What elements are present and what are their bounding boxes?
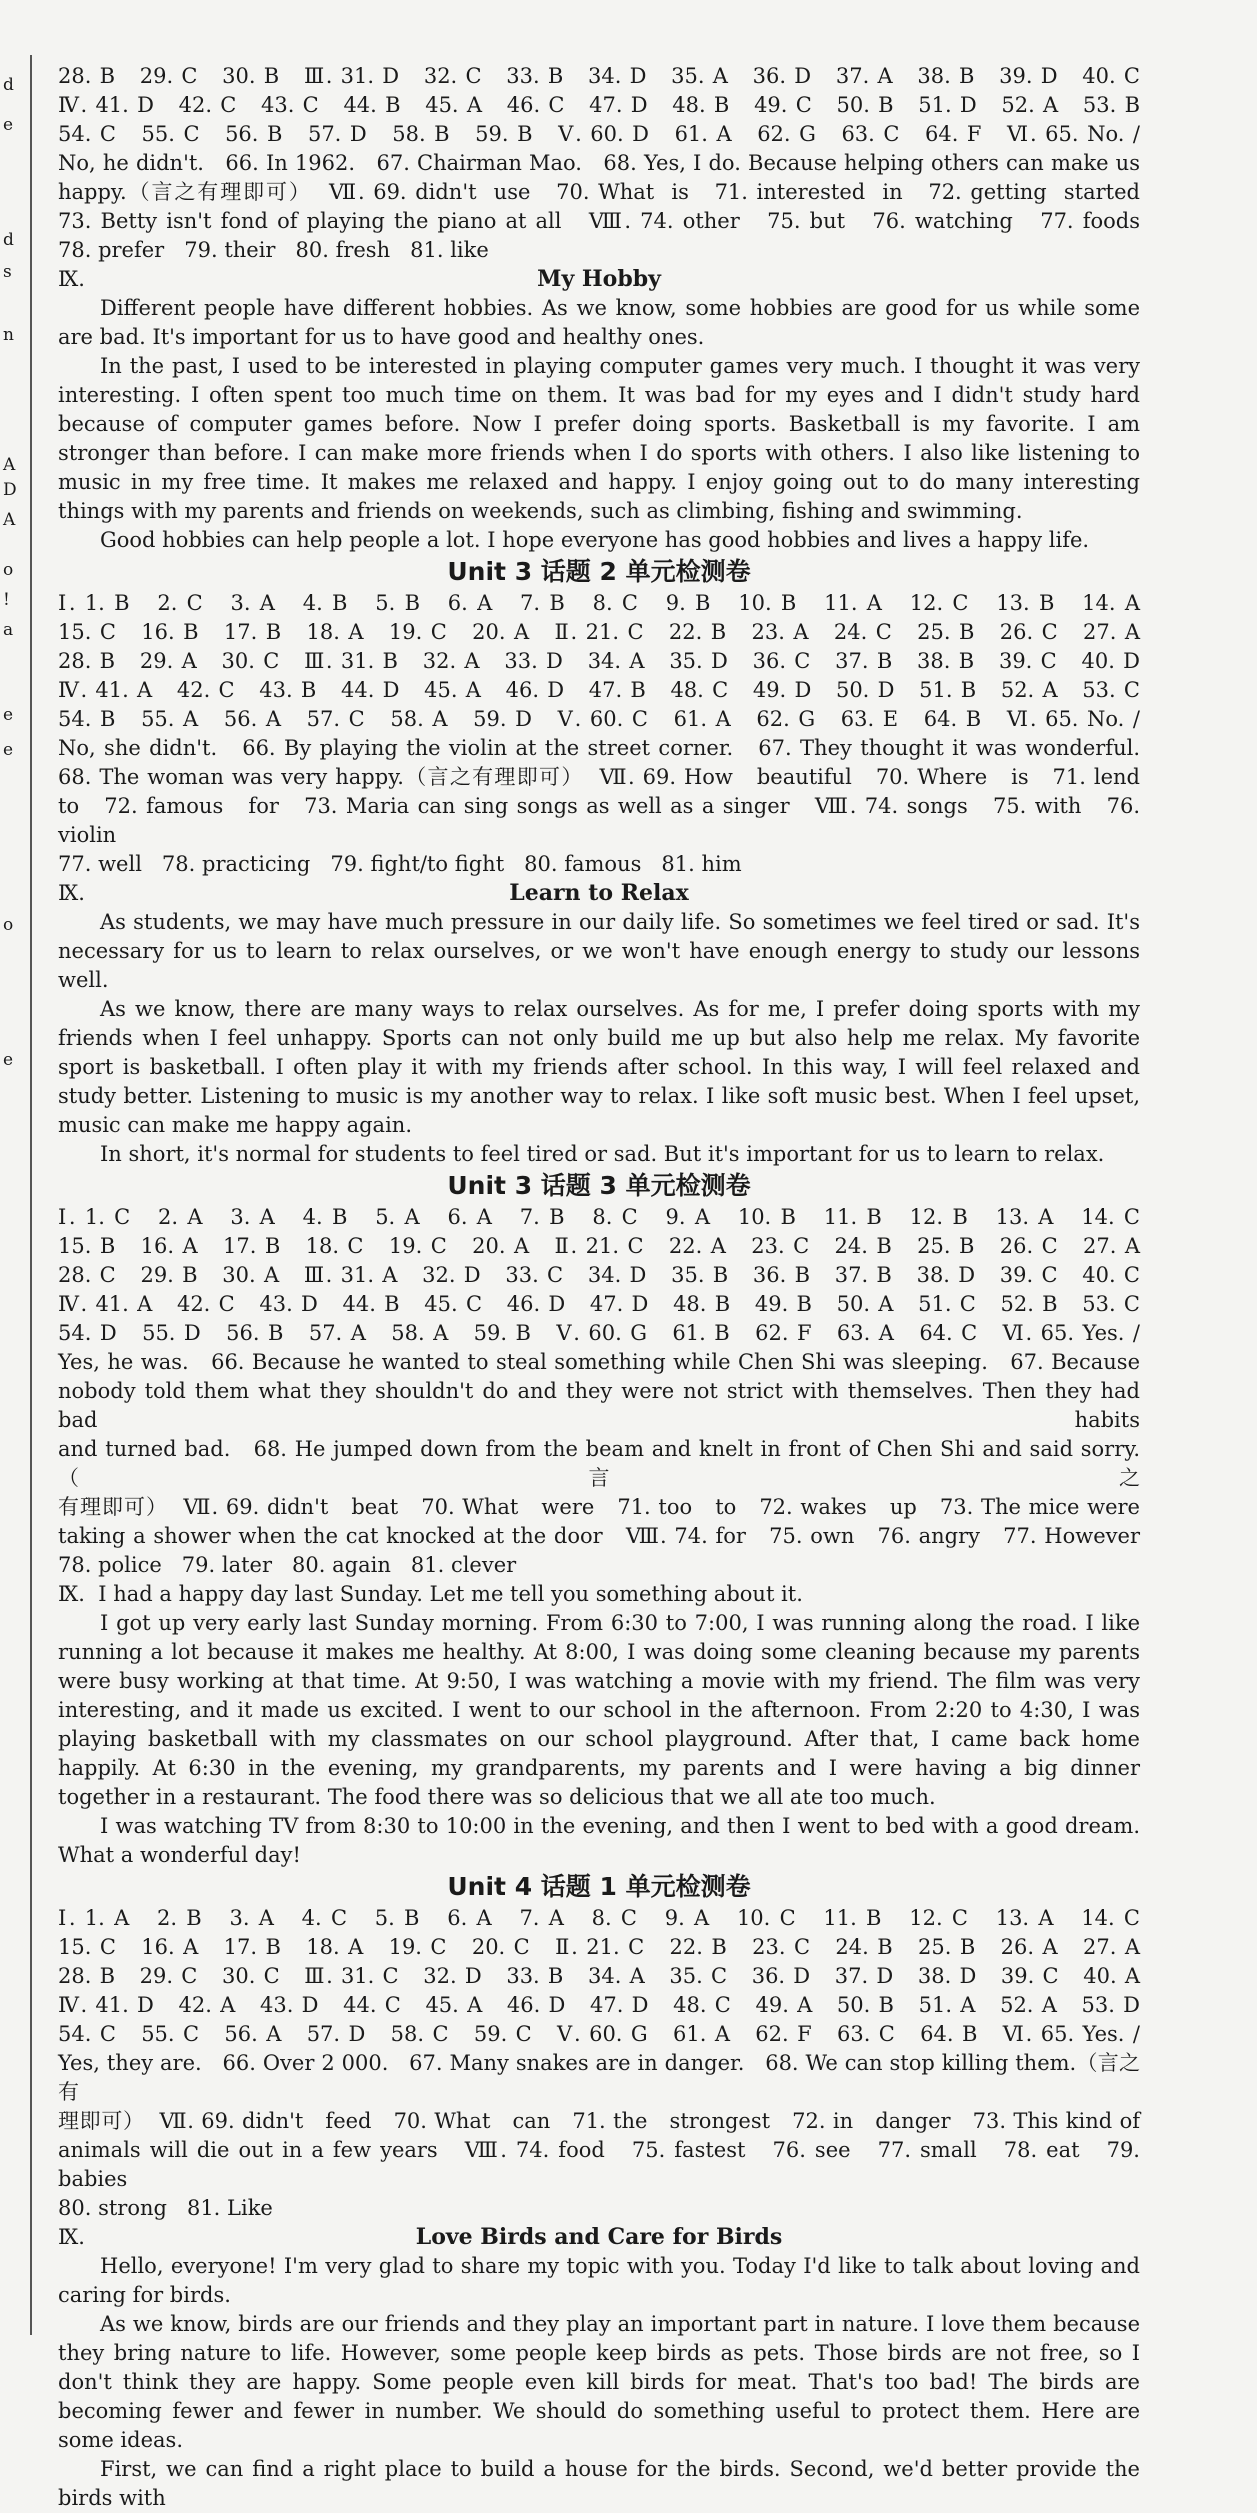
edge-char: e <box>3 705 14 725</box>
section-mark: Ⅸ. <box>58 2225 85 2249</box>
essay-title: Love Birds and Care for Birds <box>415 2224 783 2250</box>
essay-paragraph: As we know, birds are our friends and they play an important part in nature. I love them because they bring nature to life. However, some people keep birds as pets. Those birds are not free, so I don't think they are happy. Some people even kill birds for meat. That's too bad! The birds are becoming fewer and fewer in number. We should do something useful to protect them. Here are some ideas. <box>58 2312 1140 2452</box>
essay-paragraph: I was watching TV from 8:30 to 10:00 in the evening, and then I went to bed with a good dream. What a wonderful day! <box>58 1814 1140 1867</box>
essay-heading-row <box>58 2223 1140 2252</box>
margin-rule <box>30 55 32 2335</box>
essay-heading-row <box>58 265 1140 294</box>
edge-char: a <box>3 620 14 640</box>
answer-line: Ⅰ. 1. C 2. A 3. A 4. B 5. A 6. A 7. B 8. C 9. A 10. B 11. B 12. B 13. A 14. C <box>58 1205 1140 1229</box>
answer-line: Ⅳ. 41. D 42. C 43. C 44. B 45. A 46. C 47. D 48. B 49. C 50. B 51. D 52. A 53. B <box>58 93 1140 117</box>
essay-paragraph: As we know, there are many ways to relax ourselves. As for me, I prefer doing sports with my friends when I feel unhappy. Sports can not only build me up but also help me relax. My favorite sport is basketball. I often play it with my friends after school. In this way, I will feel relaxed and study better. Listening to music is my another way to relax. I like soft music best. When I feel upset, music can make me happy again. <box>58 997 1140 1137</box>
answer-line: 54. C 55. C 56. A 57. D 58. C 59. C Ⅴ. 60. G 61. A 62. F 63. C 64. B Ⅵ. 65. Yes. / <box>58 2022 1140 2046</box>
unit-heading: Unit 3 话题 3 单元检测卷 <box>447 1171 751 1200</box>
edge-char: d <box>3 230 14 250</box>
answer-line: happy.（言之有理即可） Ⅶ. 69. didn't use 70. What is 71. interested in 72. getting started <box>58 180 1140 204</box>
answer-line: 77. well 78. practicing 79. fight/to fight 80. famous 81. him <box>58 852 742 876</box>
answer-line: 15. C 16. A 17. B 18. A 19. C 20. C Ⅱ. 21. C 22. B 23. C 24. B 25. B 26. A 27. A <box>58 1935 1140 1959</box>
answer-content <box>58 62 1147 2513</box>
edge-char: e <box>3 1050 14 1070</box>
essay-paragraph: First, we can find a right place to build a house for the birds. Second, we'd better provide the birds with <box>58 2457 1140 2510</box>
essay-paragraph: I got up very early last Sunday morning. From 6:30 to 7:00, I was running along the road. I like running a lot because it makes me healthy. At 8:00, I was doing some cleaning because my parents were busy working at that time. At 9:50, I was watching a movie with my friend. The film was very interesting, and it made us excited. I went to our school in the afternoon. From 2:20 to 4:30, I was playing basketball with my classmates on our school playground. After that, I came back home happily. At 6:30 in the evening, my grandparents, my parents and I were having a big dinner together in a restaurant. The food there was so delicious that we all ate too much. <box>58 1611 1140 1809</box>
edge-char: d <box>3 75 14 95</box>
answer-line: nobody told them what they shouldn't do and they were not strict with themselves. Then they had bad habits <box>58 1379 1147 1432</box>
answer-line: 80. strong 81. Like <box>58 2196 273 2220</box>
answer-line: 73. Betty isn't fond of playing the piano at all Ⅷ. 74. other 75. but 76. watching 77. foods <box>58 209 1140 233</box>
edge-char: ! <box>3 590 10 610</box>
essay-paragraph: Good hobbies can help people a lot. I hope everyone has good hobbies and lives a happy life. <box>100 528 1090 552</box>
answer-line: 有理即可） Ⅶ. 69. didn't beat 70. What were 71. too to 72. wakes up 73. The mice were <box>58 1495 1140 1519</box>
edge-char: o <box>3 560 14 580</box>
answer-line: Ⅰ. 1. B 2. C 3. A 4. B 5. B 6. A 7. B 8. C 9. B 10. B 11. A 12. C 13. B 14. A <box>58 591 1140 615</box>
edge-char: o <box>3 915 14 935</box>
section-mark: Ⅸ. <box>58 881 85 905</box>
unit-heading: Unit 4 话题 1 单元检测卷 <box>447 1872 751 1901</box>
edge-char: e <box>3 740 14 760</box>
section-mark: Ⅸ. <box>58 267 85 291</box>
essay-heading-row <box>58 879 1140 908</box>
essay-paragraph: Hello, everyone! I'm very glad to share my topic with you. Today I'd like to talk about loving and caring for birds. <box>58 2254 1140 2307</box>
answer-line: 78. prefer 79. their 80. fresh 81. like <box>58 238 489 262</box>
section-unit3-topic1-tail <box>58 62 1140 555</box>
answer-line: 28. B 29. C 30. B Ⅲ. 31. D 32. C 33. B 34. D 35. A 36. D 37. A 38. B 39. D 40. C <box>58 64 1140 88</box>
edge-char: D <box>3 480 17 500</box>
essay-paragraph: In short, it's normal for students to feel tired or sad. But it's important for us to learn to relax. <box>100 1142 1105 1166</box>
answer-line: 15. B 16. A 17. B 18. C 19. C 20. A Ⅱ. 21. C 22. A 23. C 24. B 25. B 26. C 27. A <box>58 1234 1140 1258</box>
answer-line: 54. B 55. A 56. A 57. C 58. A 59. D Ⅴ. 60. C 61. A 62. G 63. E 64. B Ⅵ. 65. No. / <box>58 707 1140 731</box>
unit-heading: Unit 3 话题 2 单元检测卷 <box>447 557 751 586</box>
section-unit3-topic2 <box>58 555 1147 1169</box>
answer-line: No, he didn't. 66. In 1962. 67. Chairman Mao. 68. Yes, I do. Because helping others can make us <box>58 151 1140 175</box>
answer-line: Ⅰ. 1. A 2. B 3. A 4. C 5. B 6. A 7. A 8. C 9. A 10. C 11. B 12. C 13. A 14. C <box>58 1906 1140 1930</box>
answer-line: 54. C 55. C 56. B 57. D 58. B 59. B Ⅴ. 60. D 61. A 62. G 63. C 64. F Ⅵ. 65. No. / <box>58 122 1140 146</box>
answer-line: taking a shower when the cat knocked at the door Ⅷ. 74. for 75. own 76. angry 77. However <box>58 1524 1140 1548</box>
left-edge-fragments <box>0 0 22 2502</box>
answer-line: No, she didn't. 66. By playing the violin at the street corner. 67. They thought it was wonderful. <box>58 736 1140 760</box>
edge-char: A <box>3 510 16 530</box>
answer-line: 28. B 29. A 30. C Ⅲ. 31. B 32. A 33. D 34. A 35. D 36. C 37. B 38. B 39. C 40. D <box>58 649 1140 673</box>
answer-line: 78. police 79. later 80. again 81. clever <box>58 1553 517 1577</box>
essay-paragraph: In the past, I used to be interested in playing computer games very much. I thought it was very interesting. I often spent too much time on them. It was bad for my eyes and I didn't study hard because of computer games before. Now I prefer doing sports. Basketball is my favorite. I am stronger than before. I can make more friends when I do sports with others. I also like listening to music in my free time. It makes me relaxed and happy. I enjoy going out to do many interesting things with my parents and friends on weekends, such as climbing, fishing and swimming. <box>58 354 1140 523</box>
answer-line: 15. C 16. B 17. B 18. A 19. C 20. A Ⅱ. 21. C 22. B 23. A 24. C 25. B 26. C 27. A <box>58 620 1140 644</box>
edge-char: s <box>3 262 12 282</box>
essay-paragraph: Different people have different hobbies. As we know, some hobbies are good for us while some are bad. It's important for us to have good and healthy ones. <box>58 296 1140 349</box>
answer-line: 54. D 55. D 56. B 57. A 58. A 59. B Ⅴ. 60. G 61. B 62. F 63. A 64. C Ⅵ. 65. Yes. / <box>58 1321 1140 1345</box>
answer-line: Yes, he was. 66. Because he wanted to steal something while Chen Shi was sleeping. 67. Because <box>58 1350 1140 1374</box>
edge-char: e <box>3 115 14 135</box>
edge-char: A <box>3 455 16 475</box>
essay-title: Learn to Relax <box>509 880 689 906</box>
answer-line: Ⅳ. 41. A 42. C 43. D 44. B 45. C 46. D 47. D 48. B 49. B 50. A 51. C 52. B 53. C <box>58 1292 1140 1316</box>
essay-paragraph: As students, we may have much pressure in our daily life. So sometimes we feel tired or sad. It's necessary for us to learn to relax ourselves, or we won't have enough energy to study our lessons well. <box>58 910 1140 992</box>
answer-line: Yes, they are. 66. Over 2 000. 67. Many snakes are in danger. 68. We can stop killing them.（言之有 <box>58 2051 1140 2104</box>
answer-line: 68. The woman was very happy.（言之有理即可） Ⅶ. 69. How beautiful 70. Where is 71. lend <box>58 765 1140 789</box>
edge-char: n <box>3 325 14 345</box>
answer-line: 28. B 29. C 30. C Ⅲ. 31. C 32. D 33. B 34. A 35. C 36. D 37. D 38. D 39. C 40. A <box>58 1964 1140 1988</box>
essay-first-line: Ⅸ. I had a happy day last Sunday. Let me tell you something about it. <box>58 1582 803 1606</box>
section-unit4-topic1 <box>58 1870 1147 2513</box>
answer-line: 理即可） Ⅶ. 69. didn't feed 70. What can 71. the strongest 72. in danger 73. This kind of <box>58 2109 1140 2133</box>
answer-line: and turned bad. 68. He jumped down from the beam and knelt in front of Chen Shi and said sorry.（言之 <box>58 1437 1140 1490</box>
answer-line: 28. C 29. B 30. A Ⅲ. 31. A 32. D 33. C 34. D 35. B 36. B 37. B 38. D 39. C 40. C <box>58 1263 1140 1287</box>
answer-line: Ⅳ. 41. A 42. C 43. B 44. D 45. A 46. D 47. B 48. C 49. D 50. D 51. B 52. A 53. C <box>58 678 1140 702</box>
answer-line: animals will die out in a few years Ⅷ. 74. food 75. fastest 76. see 77. small 78. eat 79. babies <box>58 2138 1147 2191</box>
answer-line: to 72. famous for 73. Maria can sing songs as well as a singer Ⅷ. 74. songs 75. with 76. violin <box>58 794 1147 847</box>
answer-line: Ⅳ. 41. D 42. A 43. D 44. C 45. A 46. D 47. D 48. C 49. A 50. B 51. A 52. A 53. D <box>58 1993 1140 2017</box>
section-unit3-topic3 <box>58 1169 1147 1870</box>
essay-title: My Hobby <box>537 266 661 292</box>
